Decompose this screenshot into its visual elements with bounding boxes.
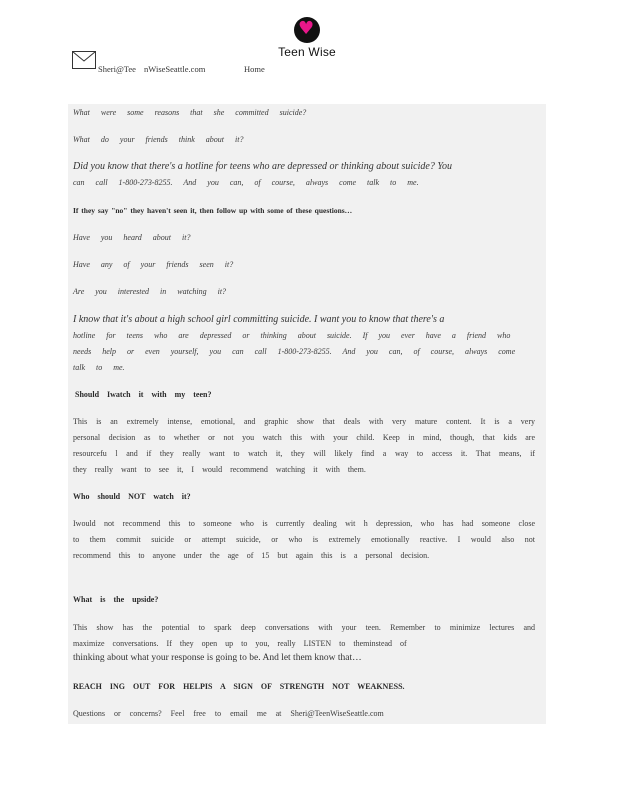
paragraph-upside: This show has the potential to spark deep conversations with your teen. Remember to minimize lectures and maximize conversations. If they open up to you, really LISTEN to theminstead of (73, 623, 535, 648)
hotline-intro: Did you know that there's a hotline for teens who are depressed or thinking about suicide? You (73, 161, 452, 172)
know-line-4: talk to me. (73, 363, 125, 372)
know-intro: I know that it's about a high school girl committing suicide. I want you to know that there's a (73, 314, 445, 325)
question-reasons: What were some reasons that she committed suicide? (73, 108, 307, 117)
heart-badge (294, 17, 320, 43)
heading-upside: What is the upside? (73, 595, 159, 604)
question-interested: Are you interested in watching it? (73, 287, 227, 296)
paragraph-who-not-watch: Iwould not recommend this to someone who is currently dealing wit h depression, who has had someone close to them commit suicide or attempt suicide, or who is extremely emotionally reactive. I would also not recommend this to anyone under the age of 15 but again this is a personal decision. (73, 519, 535, 560)
mail-icon[interactable] (72, 51, 96, 69)
question-friends-seen: Have any of your friends seen it? (73, 260, 234, 269)
follow-up-heading: If they say "no" they haven't seen it, then follow up with some of these questions… (73, 206, 353, 215)
know-line-2: hotline for teens who are depressed or thinking about suicide. If you ever have a friend who (73, 331, 511, 340)
contact-email-link[interactable]: Sheri@Tee nWiseSeattle.com (98, 64, 206, 74)
paragraph-should-watch: This is an extremely intense, emotional, and graphic show that deals with very mature content. It is a very personal decision as to whether or not you watch this with your child. Keep in mind, though, that kids are resourcefu l and if they really want to watch it, they will likely find a way to access it. That means, if they really want to see it, I would recommend watching it with them. (73, 417, 535, 474)
heading-who-not-watch: Who should NOT watch it? (73, 492, 191, 501)
heart-icon: ♥ (298, 18, 315, 39)
heading-should-watch: Should Iwatch it with my teen? (75, 390, 212, 399)
questions-contact[interactable]: Questions or concerns? Feel free to email me at Sheri@TeenWiseSeattle.com (73, 709, 384, 718)
home-link[interactable]: Home (244, 64, 265, 74)
teen-wise-logo[interactable] (276, 17, 338, 59)
reaching-out-statement: REACH ING OUT FOR HELPIS A SIGN OF STRENGTH NOT WEAKNESS. (73, 682, 405, 691)
question-friends-think: What do your friends think about it? (73, 135, 244, 144)
paragraph-upside-end: thinking about what your response is going to be. And let them know that… (73, 653, 362, 663)
logo-text: Teen Wise (278, 45, 336, 59)
know-line-3: needs help or even yourself, you can call 1-800-273-8255. And you can, of course, always come (73, 347, 516, 356)
hotline-number: can call 1-800-273-8255. And you can, of course, always come talk to me. (73, 178, 419, 187)
question-heard: Have you heard about it? (73, 233, 191, 242)
